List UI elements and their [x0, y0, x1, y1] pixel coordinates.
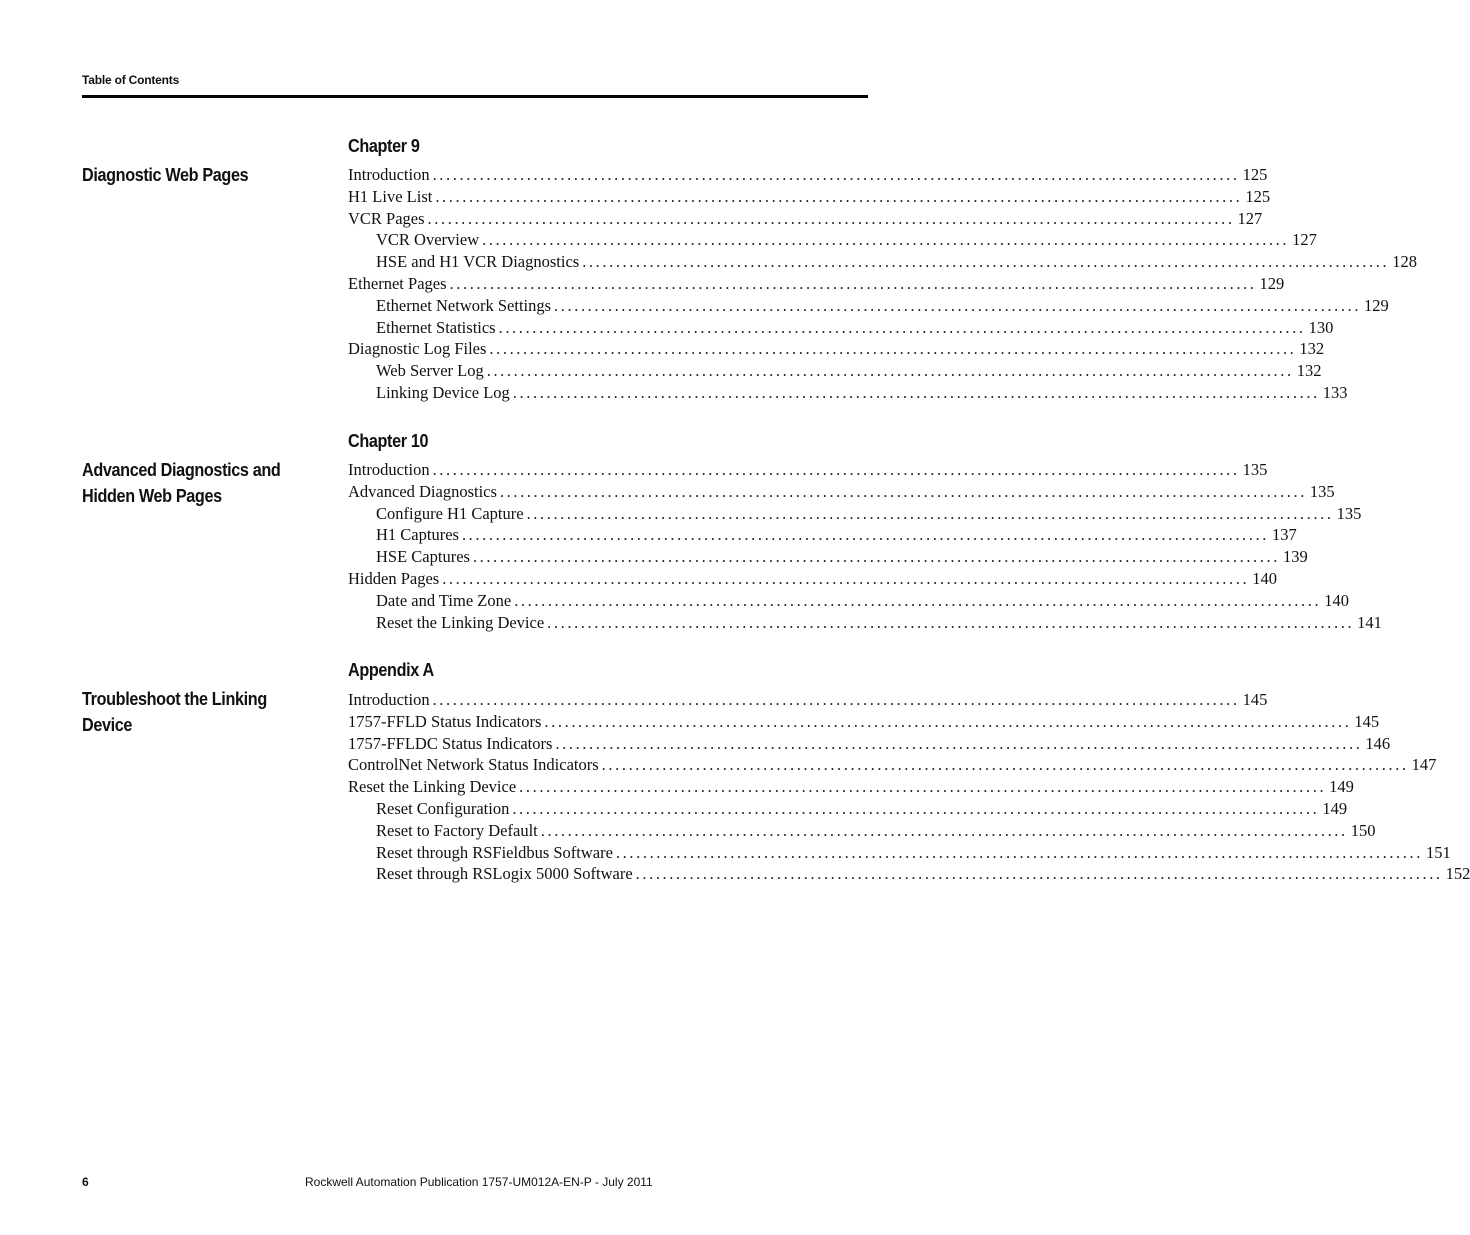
toc-entry[interactable]	[348, 251, 1417, 273]
toc-entry-page: 135	[1242, 460, 1268, 479]
toc-entry-label: Configure H1 Capture	[376, 503, 524, 523]
toc-entry[interactable]	[348, 382, 1348, 404]
toc-entry[interactable]	[348, 863, 1470, 885]
dot-leader: ........................................................................................................................	[472, 547, 1280, 567]
chapter-title-line: Advanced Diagnostics and	[82, 460, 281, 480]
toc-entry-page: 140	[1252, 568, 1277, 588]
toc-entry[interactable]	[348, 273, 1285, 295]
dot-leader: ........................................................................................................................	[540, 820, 1348, 840]
toc-entry[interactable]	[348, 776, 1354, 798]
toc-entry-list	[348, 689, 1470, 885]
toc-entry-label: HSE and H1 VCR Diagnostics	[376, 252, 580, 272]
toc-entry-page: 132	[1299, 339, 1325, 359]
toc-entry[interactable]	[348, 798, 1348, 820]
toc-entry-label: Linking Device Log	[376, 382, 510, 402]
toc-entry-label: H1 Captures	[376, 525, 459, 545]
dot-leader: ........................................................................................................................	[432, 690, 1240, 709]
toc-entry-label: Ethernet Statistics	[376, 317, 496, 337]
toc-entry-page: 152	[1445, 864, 1470, 884]
toc-entry[interactable]	[348, 164, 1268, 186]
toc-entry-page: 129	[1364, 295, 1389, 315]
toc-entry-page: 127	[1292, 230, 1317, 250]
toc-entry[interactable]	[348, 689, 1268, 711]
toc-entry-label: Reset to Factory Default	[376, 820, 538, 840]
dot-leader: ........................................................................................................................	[555, 733, 1363, 753]
chapter-heading: Appendix A	[348, 660, 434, 680]
toc-entry-page: 149	[1322, 798, 1348, 818]
dot-leader: ........................................................................................................................	[449, 273, 1257, 293]
toc-entry[interactable]	[348, 820, 1376, 842]
toc-entry[interactable]	[348, 459, 1268, 481]
toc-entry[interactable]	[348, 481, 1335, 503]
toc-entry-page: 125	[1242, 165, 1268, 184]
dot-leader: ........................................................................................................................	[519, 777, 1327, 797]
dot-leader: ........................................................................................................................	[489, 339, 1297, 359]
toc-entry[interactable]	[348, 842, 1451, 864]
dot-leader: ........................................................................................................................	[554, 295, 1362, 315]
toc-entry-page: 146	[1365, 733, 1391, 753]
chapter-title-line: Device	[82, 715, 133, 735]
toc-entry-label: 1757-FFLD Status Indicators	[348, 711, 542, 731]
toc-entry[interactable]	[348, 186, 1271, 208]
toc-entry-page: 125	[1245, 186, 1271, 206]
toc-entry-label: H1 Live List	[348, 186, 433, 206]
toc-entry-page: 137	[1271, 525, 1297, 545]
toc-entry[interactable]	[348, 546, 1308, 568]
dot-leader: ........................................................................................................................	[442, 568, 1250, 588]
toc-entry-page: 135	[1336, 503, 1362, 523]
chapter-title	[82, 457, 298, 509]
toc-entry-page: 140	[1324, 590, 1349, 610]
toc-entry-page: 150	[1350, 820, 1376, 840]
toc-entry-label: Date and Time Zone	[376, 590, 512, 610]
toc-entry-page: 141	[1357, 612, 1382, 632]
toc-entry-page: 139	[1282, 547, 1308, 567]
toc-entry-page: 151	[1425, 842, 1451, 862]
header-rule	[82, 95, 868, 98]
toc-entry-page: 145	[1242, 690, 1268, 709]
chapter-title-line: Hidden Web Pages	[82, 486, 222, 506]
toc-entry-label: Ethernet Pages	[348, 273, 447, 293]
dot-leader: ........................................................................................................................	[427, 208, 1235, 228]
toc-entry-page: 133	[1322, 382, 1348, 402]
toc-entry-label: VCR Overview	[376, 230, 480, 250]
dot-leader: ........................................................................................................................	[615, 842, 1423, 862]
toc-entry-label: Hidden Pages	[348, 568, 440, 588]
chapter-title	[82, 162, 298, 188]
dot-leader: ........................................................................................................................	[432, 460, 1240, 479]
toc-entry[interactable]	[348, 503, 1362, 525]
toc-entry-label: Advanced Diagnostics	[348, 481, 497, 501]
toc-entry[interactable]	[348, 711, 1380, 733]
toc-entry-page: 129	[1259, 273, 1285, 293]
toc-entry-page: 130	[1308, 317, 1334, 337]
toc-entry-page: 149	[1329, 777, 1354, 797]
toc-entry[interactable]	[348, 590, 1349, 612]
toc-entry[interactable]	[348, 754, 1437, 776]
dot-leader: ........................................................................................................................	[547, 612, 1355, 632]
toc-entry[interactable]	[348, 317, 1334, 339]
toc-entry-page: 128	[1392, 252, 1417, 272]
toc-entry-label: VCR Pages	[348, 208, 425, 228]
toc-entry-page: 127	[1237, 208, 1263, 228]
chapter-title-line: Diagnostic Web Pages	[82, 165, 249, 185]
toc-entry[interactable]	[348, 229, 1317, 251]
toc-entry-page: 147	[1411, 755, 1437, 775]
dot-leader: ........................................................................................................................	[514, 590, 1322, 610]
dot-leader: ........................................................................................................................	[486, 361, 1294, 381]
toc-entry-label: Diagnostic Log Files	[348, 339, 487, 359]
chapter-heading: Chapter 9	[348, 136, 420, 156]
toc-entry[interactable]	[348, 733, 1391, 755]
toc-entry-label: Reset Configuration	[376, 798, 510, 818]
dot-leader: ........................................................................................................................	[544, 711, 1352, 731]
toc-entry-label: Ethernet Network Settings	[376, 295, 552, 315]
dot-leader: ........................................................................................................................	[432, 165, 1240, 184]
dot-leader: ........................................................................................................................	[482, 230, 1290, 250]
toc-entry-page: 132	[1296, 361, 1322, 381]
toc-entry-list	[348, 459, 1382, 633]
toc-entry[interactable]	[348, 295, 1389, 317]
dot-leader: ........................................................................................................................	[635, 864, 1443, 884]
toc-entry-page: 135	[1309, 481, 1335, 501]
toc-entry-label: Reset the Linking Device	[348, 777, 517, 797]
toc-entry-page: 145	[1354, 711, 1380, 731]
dot-leader: ........................................................................................................................	[435, 186, 1243, 206]
dot-leader: ........................................................................................................................	[461, 525, 1269, 545]
toc-entry[interactable]	[348, 612, 1382, 634]
toc-entry[interactable]	[348, 524, 1297, 546]
dot-leader: ........................................................................................................................	[526, 503, 1334, 523]
toc-entry[interactable]	[348, 360, 1322, 382]
dot-leader: ........................................................................................................................	[499, 481, 1307, 501]
dot-leader: ........................................................................................................................	[498, 317, 1306, 337]
running-header: Table of Contents	[82, 73, 180, 87]
dot-leader: ........................................................................................................................	[582, 252, 1390, 272]
toc-entry-label: Introduction	[348, 165, 430, 184]
toc-entry-label: Reset the Linking Device	[376, 612, 545, 632]
toc-entry-label: Reset through RSLogix 5000 Software	[376, 864, 633, 884]
toc-entry[interactable]	[348, 208, 1263, 230]
toc-entry-label: Reset through RSFieldbus Software	[376, 842, 613, 862]
publication-footer: Rockwell Automation Publication 1757-UM012A-EN-P - July 2011	[305, 1175, 653, 1189]
toc-entry-label: 1757-FFLDC Status Indicators	[348, 733, 553, 753]
toc-entry-label: Web Server Log	[376, 361, 484, 381]
dot-leader: ........................................................................................................................	[512, 798, 1320, 818]
dot-leader: ........................................................................................................................	[512, 382, 1320, 402]
chapter-heading: Chapter 10	[348, 431, 429, 451]
chapter-title-line: Troubleshoot the Linking	[82, 689, 267, 709]
toc-entry-label: Introduction	[348, 690, 430, 709]
toc-entry-label: Introduction	[348, 460, 430, 479]
toc-entry-label: HSE Captures	[376, 547, 470, 567]
dot-leader: ........................................................................................................................	[601, 755, 1409, 775]
toc-entry-label: ControlNet Network Status Indicators	[348, 755, 599, 775]
toc-entry[interactable]	[348, 568, 1277, 590]
chapter-title	[82, 686, 298, 738]
toc-entry-list	[348, 164, 1417, 404]
toc-entry[interactable]	[348, 338, 1325, 360]
page-number: 6	[82, 1175, 89, 1189]
